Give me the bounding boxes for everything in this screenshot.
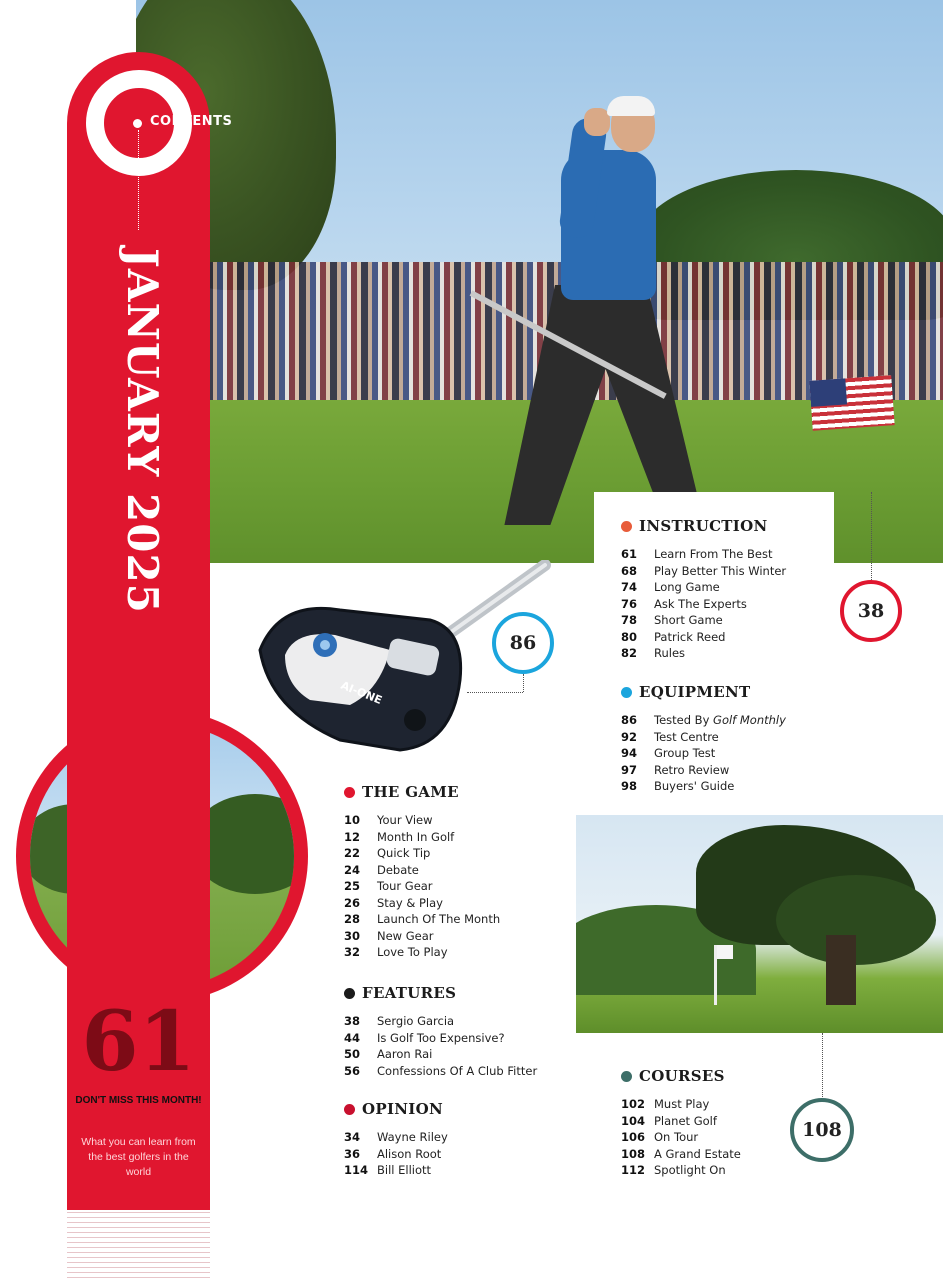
toc-title: Debate [377, 862, 419, 877]
section-heading-text: FEATURES [362, 984, 457, 1002]
courses-list [621, 1096, 741, 1179]
promo-description: What you can learn from the best golfers in the world [81, 1136, 196, 1178]
toc-title: Retro Review [654, 762, 730, 777]
toc-page: 38 [344, 1014, 361, 1029]
contents-logo-text [150, 114, 232, 129]
toc-page: 97 [621, 762, 638, 777]
toc-title: Must Play [654, 1097, 710, 1112]
toc-title: Aaron Rai [377, 1047, 433, 1062]
toc-item[interactable] [621, 745, 786, 762]
toc-title-italic: Golf Monthly [713, 713, 786, 728]
section-heading-text: THE GAME [362, 783, 459, 801]
section-heading-instruction [621, 516, 786, 536]
instruction-dot-icon [621, 521, 632, 532]
toc-page: 24 [344, 862, 361, 877]
callout-leader-108 [822, 1033, 823, 1099]
toc-item[interactable] [621, 579, 786, 596]
toc-title: Learn From The Best [654, 547, 773, 562]
toc-title: Short Game [654, 613, 723, 628]
instruction-list [621, 546, 786, 662]
toc-title: Stay & Play [377, 895, 443, 910]
toc-title: A Grand Estate [654, 1146, 741, 1161]
toc-page: 106 [621, 1130, 646, 1145]
toc-title: Wayne Riley [377, 1130, 448, 1145]
toc-page: 94 [621, 746, 638, 761]
the-game-list [344, 812, 500, 961]
toc-page: 108 [621, 1146, 646, 1161]
toc-item[interactable] [621, 712, 786, 729]
toc-page: 10 [344, 813, 361, 828]
toc-title: On Tour [654, 1130, 699, 1145]
opinion-list [344, 1129, 448, 1179]
toc-item[interactable] [621, 563, 786, 580]
callout-page-38[interactable]: 38 [840, 580, 902, 642]
equipment-list [621, 712, 786, 795]
callout-page-86[interactable]: 86 [492, 612, 554, 674]
toc-title: Ask The Experts [654, 596, 747, 611]
toc-title [654, 713, 786, 727]
us-flag [809, 375, 894, 431]
promo-headline: DON'T MISS THIS MONTH! [75, 1095, 202, 1106]
section-the-game [344, 782, 500, 961]
toc-title: Spotlight On [654, 1163, 726, 1178]
toc-item[interactable] [621, 1129, 741, 1146]
toc-title: Launch Of The Month [377, 912, 501, 927]
toc-page: 30 [344, 928, 361, 943]
toc-item[interactable] [621, 645, 786, 662]
toc-item[interactable] [621, 778, 786, 795]
putter-label: AI-ONE [338, 678, 384, 707]
toc-page: 28 [344, 912, 361, 927]
toc-page: 78 [621, 613, 638, 628]
section-equipment [621, 682, 786, 795]
toc-title: Buyers' Guide [654, 779, 735, 794]
toc-page: 80 [621, 629, 638, 644]
section-instruction [621, 516, 786, 662]
course-photo [576, 815, 943, 1033]
toc-item[interactable] [344, 895, 500, 912]
toc-page: 12 [344, 829, 361, 844]
celebrating-golfer [466, 100, 726, 540]
toc-title: Rules [654, 646, 686, 661]
logo-suffix: NTENTS [171, 114, 233, 129]
toc-page: 36 [344, 1146, 361, 1161]
callout-leader-86-h [467, 692, 523, 693]
toc-title: Sergio Garcia [377, 1014, 455, 1029]
toc-item[interactable] [344, 845, 500, 862]
toc-page: 104 [621, 1113, 646, 1128]
section-heading-the-game [344, 782, 500, 802]
toc-page: 25 [344, 879, 361, 894]
section-heading-text: OPINION [362, 1100, 443, 1118]
toc-page: 50 [344, 1047, 361, 1062]
toc-item[interactable] [344, 862, 500, 879]
toc-page: 86 [621, 713, 638, 728]
issue-title: JANUARY 2025 [118, 248, 167, 614]
toc-item[interactable] [621, 1096, 741, 1113]
toc-item[interactable] [344, 1013, 537, 1030]
logo-dotted-line [138, 130, 139, 230]
toc-page: 114 [344, 1163, 369, 1178]
hero-photo-sergio-garcia [136, 0, 943, 563]
toc-item[interactable] [344, 944, 500, 961]
toc-title: Love To Play [377, 945, 448, 960]
opinion-dot-icon [344, 1104, 355, 1115]
toc-item[interactable] [344, 1129, 448, 1146]
section-heading-text: COURSES [639, 1067, 725, 1085]
toc-page: 76 [621, 596, 638, 611]
toc-item[interactable] [344, 829, 500, 846]
toc-item[interactable] [344, 1162, 448, 1179]
features-list [344, 1013, 537, 1079]
toc-title: Confessions Of A Club Fitter [377, 1063, 538, 1078]
toc-page: 32 [344, 945, 361, 960]
toc-title: Tour Gear [377, 879, 433, 894]
toc-page: 68 [621, 563, 638, 578]
toc-page: 98 [621, 779, 638, 794]
toc-page: 82 [621, 646, 638, 661]
logo-prefix: CO [150, 114, 172, 129]
callout-page-108[interactable]: 108 [790, 1098, 854, 1162]
toc-item[interactable] [344, 812, 500, 829]
toc-title: Your View [377, 813, 433, 828]
toc-title: Patrick Reed [654, 629, 726, 644]
section-opinion [344, 1099, 448, 1179]
toc-item[interactable] [344, 1030, 537, 1047]
section-heading-text: INSTRUCTION [639, 517, 768, 535]
toc-item[interactable] [344, 928, 500, 945]
section-heading-courses [621, 1066, 741, 1086]
toc-page: 44 [344, 1030, 361, 1045]
section-heading-features [344, 983, 537, 1003]
toc-item[interactable] [344, 878, 500, 895]
courses-dot-icon [621, 1071, 632, 1082]
toc-item[interactable] [621, 546, 786, 563]
toc-item[interactable] [344, 1046, 537, 1063]
toc-page: 22 [344, 846, 361, 861]
toc-page: 26 [344, 895, 361, 910]
toc-page: 56 [344, 1063, 361, 1078]
toc-title: Bill Elliott [377, 1163, 432, 1178]
toc-page: 112 [621, 1163, 646, 1178]
toc-item[interactable] [621, 1113, 741, 1130]
features-dot-icon [344, 988, 355, 999]
toc-title: Planet Golf [654, 1113, 717, 1128]
toc-title: Is Golf Too Expensive? [377, 1030, 505, 1045]
toc-page: 92 [621, 729, 638, 744]
promo-page-number: 61 [81, 994, 196, 1090]
toc-item[interactable] [344, 911, 500, 928]
toc-page: 61 [621, 547, 638, 562]
toc-title: Play Better This Winter [654, 563, 787, 578]
the-game-dot-icon [344, 787, 355, 798]
section-heading-equipment [621, 682, 786, 702]
toc-title: Quick Tip [377, 846, 431, 861]
toc-title: Group Test [654, 746, 716, 761]
section-features [344, 983, 537, 1079]
toc-title: New Gear [377, 928, 434, 943]
equipment-dot-icon [621, 687, 632, 698]
toc-item[interactable] [621, 1146, 741, 1163]
toc-title: Alison Root [377, 1146, 442, 1161]
toc-item[interactable] [621, 596, 786, 613]
toc-item[interactable] [621, 612, 786, 629]
section-heading-opinion [344, 1099, 448, 1119]
logo-dot [133, 119, 142, 128]
toc-item[interactable] [344, 1063, 537, 1080]
toc-title: Long Game [654, 580, 720, 595]
section-courses [621, 1066, 741, 1179]
toc-item[interactable] [621, 729, 786, 746]
toc-title-text: Tested By [654, 713, 710, 728]
toc-item[interactable] [621, 1162, 741, 1179]
toc-title: Month In Golf [377, 829, 455, 844]
toc-item[interactable] [621, 629, 786, 646]
toc-page: 102 [621, 1097, 646, 1112]
toc-item[interactable] [344, 1146, 448, 1163]
toc-page: 74 [621, 580, 638, 595]
section-heading-text: EQUIPMENT [639, 683, 751, 701]
toc-page: 34 [344, 1130, 361, 1145]
strip-lines [67, 1212, 210, 1278]
toc-item[interactable] [621, 762, 786, 779]
callout-leader-38 [871, 492, 872, 582]
callout-leader-86-v [523, 674, 524, 692]
toc-title: Test Centre [654, 729, 719, 744]
